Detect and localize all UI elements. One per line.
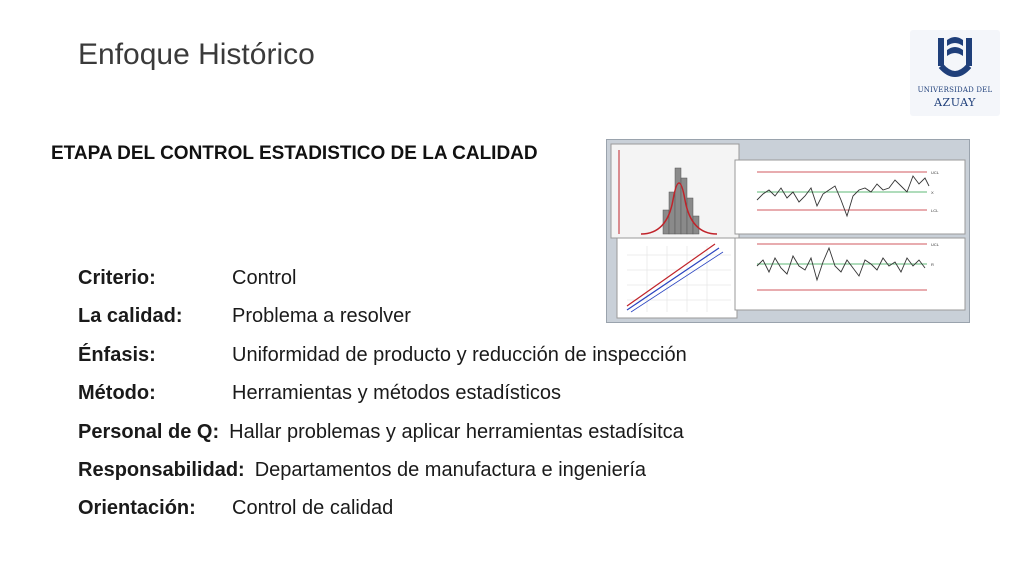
university-crest-icon (910, 30, 1000, 86)
chart-mean-label: X (931, 190, 934, 195)
logo-text-line1: UNIVERSIDAD DEL (917, 86, 993, 94)
criteria-value: Herramientas y métodos estadísticos (232, 382, 562, 405)
criteria-label: Criterio: (78, 267, 156, 289)
criteria-label: Responsabilidad: (78, 458, 245, 481)
criteria-list (78, 264, 687, 533)
chart-r-ucl-label: UCL (931, 242, 940, 247)
chart-r-mean-label: R (931, 262, 934, 267)
criteria-value: Problema a resolver (232, 305, 411, 328)
chart-ucl-label: UCL (931, 170, 940, 175)
criteria-item (78, 494, 687, 532)
criteria-item (78, 264, 687, 302)
criteria-item (78, 302, 687, 340)
criteria-value: Uniformidad de producto y reducción de inspección (232, 343, 687, 366)
criteria-item (78, 418, 687, 456)
chart-lcl-label: LCL (931, 208, 939, 213)
criteria-item (78, 341, 687, 379)
criteria-value: Control de calidad (232, 497, 394, 520)
university-logo (910, 30, 1000, 116)
criteria-value: Hallar problemas y aplicar herramientas estadísitca (229, 420, 684, 443)
criteria-item (78, 456, 687, 494)
section-subtitle: ETAPA DEL CONTROL ESTADISTICO DE LA CALIDAD (51, 143, 538, 164)
criteria-label: Orientación: (78, 497, 196, 520)
criteria-label: Énfasis: (78, 343, 156, 366)
criteria-label: La calidad: (78, 305, 183, 328)
criteria-label: Personal de Q: (78, 420, 220, 443)
criteria-item (78, 379, 687, 417)
criteria-label: Método: (78, 382, 156, 405)
slide-title: Enfoque Histórico (78, 38, 315, 71)
criteria-value: Control (232, 267, 297, 289)
logo-text-line2: AZUAY (934, 96, 976, 109)
criteria-value: Departamentos de manufactura e ingeniería (254, 458, 647, 481)
